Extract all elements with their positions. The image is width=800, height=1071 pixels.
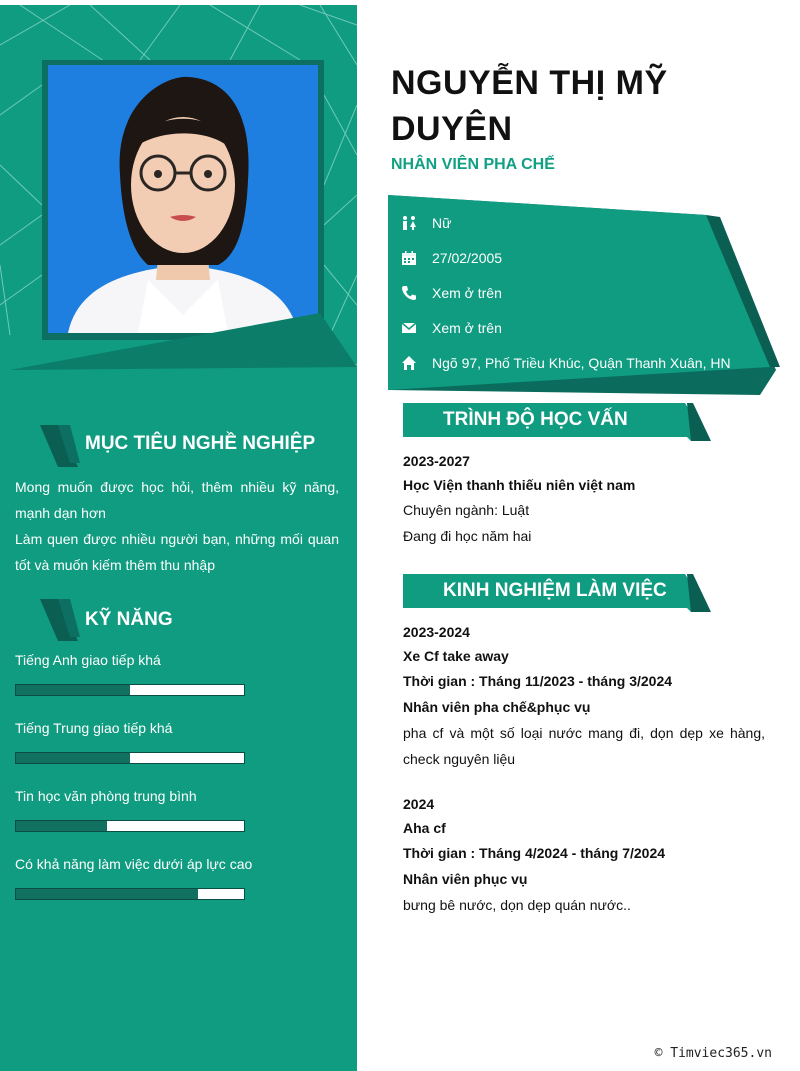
- skill-label: Có khả năng làm việc dưới áp lực cao: [15, 856, 253, 872]
- job-description: pha cf và một số loại nước mang đi, dọn dẹp xe hàng, check nguyên liệu: [403, 725, 765, 767]
- job-company: Xe Cf take away: [403, 648, 509, 664]
- education-school: Học Viện thanh thiếu niên việt nam: [403, 477, 636, 493]
- email-value: Xem ở trên: [432, 320, 502, 336]
- education-major: Chuyên ngành: Luật: [403, 502, 530, 518]
- education-title: TRÌNH ĐỘ HỌC VẤN: [443, 409, 628, 430]
- email-icon: [400, 319, 418, 337]
- phone-icon: [400, 284, 418, 302]
- education-status: Đang đi học năm hai: [403, 528, 532, 544]
- education-period: 2023-2027: [403, 453, 470, 469]
- job-period: 2023-2024: [403, 624, 470, 640]
- skill-bar: [15, 752, 245, 764]
- footer-credit: © Timviec365.vn: [654, 1046, 772, 1061]
- job-company: Aha cf: [403, 820, 446, 836]
- profile-photo: [48, 65, 318, 333]
- skill-label: Tiếng Anh giao tiếp khá: [15, 652, 161, 668]
- skill-bar-fill: [16, 889, 198, 899]
- skill-bar: [15, 888, 245, 900]
- contact-email: [400, 316, 502, 340]
- calendar-icon: [400, 249, 418, 267]
- contact-phone: [400, 281, 502, 305]
- birthday-value: 27/02/2005: [432, 250, 503, 266]
- job-title: NHÂN VIÊN PHA CHẾ: [391, 156, 555, 173]
- phone-value: Xem ở trên: [432, 285, 502, 301]
- job-description: bưng bê nước, dọn dẹp quán nước..: [403, 897, 631, 913]
- skill-bar-fill: [16, 685, 130, 695]
- job-time: Thời gian : Tháng 4/2024 - tháng 7/2024: [403, 845, 666, 861]
- address-value: Ngõ 97, Phố Triều Khúc, Quận Thanh Xuân, HN: [432, 355, 731, 371]
- contact-birthday: [400, 246, 502, 270]
- skills-title: KỸ NĂNG: [85, 609, 173, 630]
- job-time: Thời gian : Tháng 11/2023 - tháng 3/2024: [403, 673, 673, 689]
- sidebar: [0, 5, 357, 1071]
- skill-label: Tiếng Trung giao tiếp khá: [15, 720, 173, 736]
- job-position: Nhân viên pha chế&phục vụ: [403, 699, 591, 715]
- gender-value: Nữ: [432, 215, 452, 231]
- home-icon: [400, 354, 418, 372]
- skill-label: Tin học văn phòng trung bình: [15, 788, 197, 804]
- objective-paragraph-2: Làm quen được nhiều người bạn, những mối quan tốt và muốn kiếm thêm thu nhập: [15, 531, 339, 573]
- job-position: Nhân viên phục vụ: [403, 871, 528, 887]
- contact-gender: [400, 211, 451, 235]
- photo-ribbon: [0, 305, 357, 385]
- skill-bar-fill: [16, 753, 130, 763]
- candidate-name: NGUYỄN THỊ MỸ DUYÊN: [391, 64, 668, 148]
- objective-paragraph-1: Mong muốn được học hỏi, thêm nhiều kỹ năng, mạnh dạn hơn: [15, 479, 339, 521]
- skill-bar: [15, 820, 245, 832]
- experience-title: KINH NGHIỆM LÀM VIỆC: [443, 580, 667, 601]
- skill-bar-fill: [16, 821, 107, 831]
- skill-bar: [15, 684, 245, 696]
- job-period: 2024: [403, 796, 435, 812]
- contact-address: [400, 351, 731, 375]
- objective-title: MỤC TIÊU NGHỀ NGHIỆP: [85, 433, 316, 454]
- gender-icon: [400, 214, 418, 232]
